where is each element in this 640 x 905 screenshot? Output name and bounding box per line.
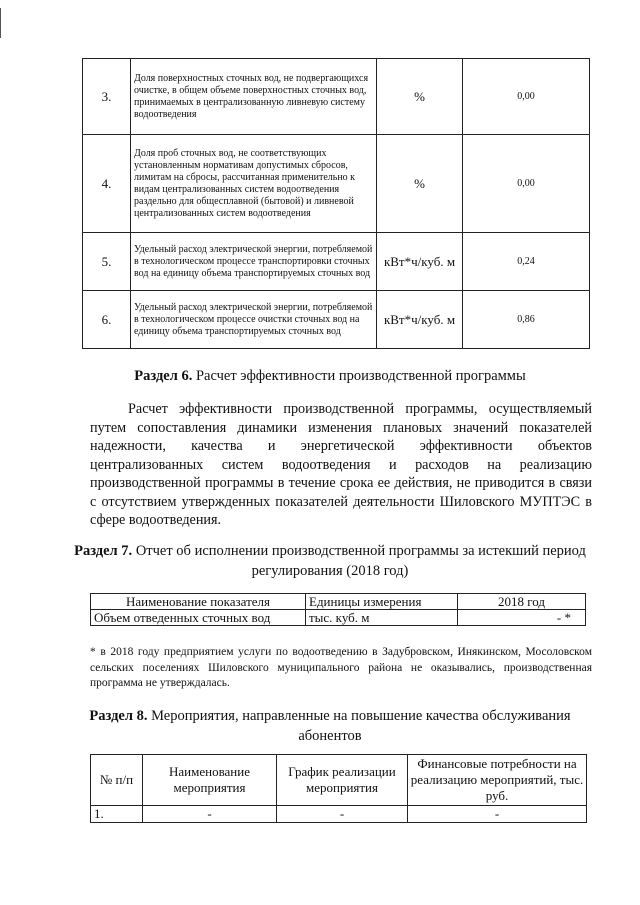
measures-table bbox=[90, 754, 587, 823]
indicator-value: 0,00 bbox=[463, 135, 590, 233]
section-7-heading bbox=[60, 541, 600, 581]
row-number: 1. bbox=[91, 806, 143, 823]
section-7-label: Раздел 7. bbox=[74, 543, 133, 559]
column-header: 2018 год bbox=[458, 594, 586, 610]
indicator-description: Удельный расход электрической энергии, потребляемой в технологическом процессе транспортировки сточных вод на единицу объема транспортируемых сточных вод bbox=[131, 233, 377, 291]
page-edge-mark bbox=[0, 8, 1, 38]
measure-schedule: - bbox=[277, 806, 408, 823]
row-number: 6. bbox=[83, 291, 131, 349]
section-8-label: Раздел 8. bbox=[89, 708, 148, 724]
table-row bbox=[83, 59, 590, 135]
column-header: Финансовые потребности на реализацию мероприятий, тыс. руб. bbox=[408, 755, 587, 806]
indicator-unit: кВт*ч/куб. м bbox=[377, 291, 463, 349]
table-row bbox=[83, 291, 590, 349]
indicator-unit: % bbox=[377, 59, 463, 135]
section-8-title: Мероприятия, направленные на повышение качества обслуживания абонентов bbox=[151, 708, 571, 744]
section-8-heading bbox=[60, 706, 600, 746]
row-number: 5. bbox=[83, 233, 131, 291]
table-header-row bbox=[91, 594, 586, 610]
indicator-unit: кВт*ч/куб. м bbox=[377, 233, 463, 291]
column-header: Наименование мероприятия bbox=[143, 755, 277, 806]
indicators-table bbox=[82, 58, 590, 349]
indicator-description: Доля поверхностных сточных вод, не подвергающихся очистке, в общем объеме поверхностных сточных вод, принимаемых в централизованную ливневую систему водоотведения bbox=[131, 59, 377, 135]
indicator-value: 0,24 bbox=[463, 233, 590, 291]
column-header: № п/п bbox=[91, 755, 143, 806]
report-table bbox=[90, 593, 586, 626]
row-number: 4. bbox=[83, 135, 131, 233]
indicator-unit: % bbox=[377, 135, 463, 233]
indicator-description: Удельный расход электрической энергии, потребляемой в технологическом процессе очистки сточных вод на единицу объема транспортируемых сточных вод bbox=[131, 291, 377, 349]
indicator-description: Доля проб сточных вод, не соответствующих установленным нормативам допустимых сбросов, лимитам на сбросы, рассчитанная применительно к видам централизованных систем водоотведения раздельно для общесплавной (бытовой) и ливневой централизованных систем водоотведения bbox=[131, 135, 377, 233]
indicator-unit: тыс. куб. м bbox=[306, 610, 458, 626]
column-header: Единицы измерения bbox=[306, 594, 458, 610]
section-7-title: Отчет об исполнении производственной программы за истекший период регулирования (2018 год) bbox=[135, 543, 586, 579]
indicator-value: - * bbox=[458, 610, 586, 626]
measure-name: - bbox=[143, 806, 277, 823]
table-row bbox=[83, 135, 590, 233]
measure-funding: - bbox=[408, 806, 587, 823]
column-header: График реализации мероприятия bbox=[277, 755, 408, 806]
row-number: 3. bbox=[83, 59, 131, 135]
table-row bbox=[91, 610, 586, 626]
table-header-row bbox=[91, 755, 587, 806]
indicator-name: Объем отведенных сточных вод bbox=[91, 610, 306, 626]
table-row bbox=[91, 806, 587, 823]
table-row bbox=[83, 233, 590, 291]
section-6-heading bbox=[60, 366, 600, 386]
indicator-value: 0,86 bbox=[463, 291, 590, 349]
section-7-footnote: * в 2018 году предприятием услуги по водоотведению в Задубровском, Инякинском, Мосоловском сельских поселениях Шиловского муниципального района не оказывались, производственная программа не утверждалась. bbox=[90, 646, 592, 689]
section-6-title: Расчет эффективности производственной программы bbox=[195, 368, 526, 384]
column-header: Наименование показателя bbox=[91, 594, 306, 610]
indicator-value: 0,00 bbox=[463, 59, 590, 135]
section-6-paragraph: Расчет эффективности производственной программы, осуществляемый путем сопоставления динамики изменения плановых значений показателей надежности, качества и энергетической эффективности объектов централизованных систем водоотведения и расходов на реализацию производственной программы в течение срока ее действия, не приводится в связи с отсутствием утвержденных показателей деятельности Шиловского МУПТЭС в сфере водоотведения. bbox=[90, 401, 592, 528]
section-6-label: Раздел 6. bbox=[134, 368, 193, 384]
